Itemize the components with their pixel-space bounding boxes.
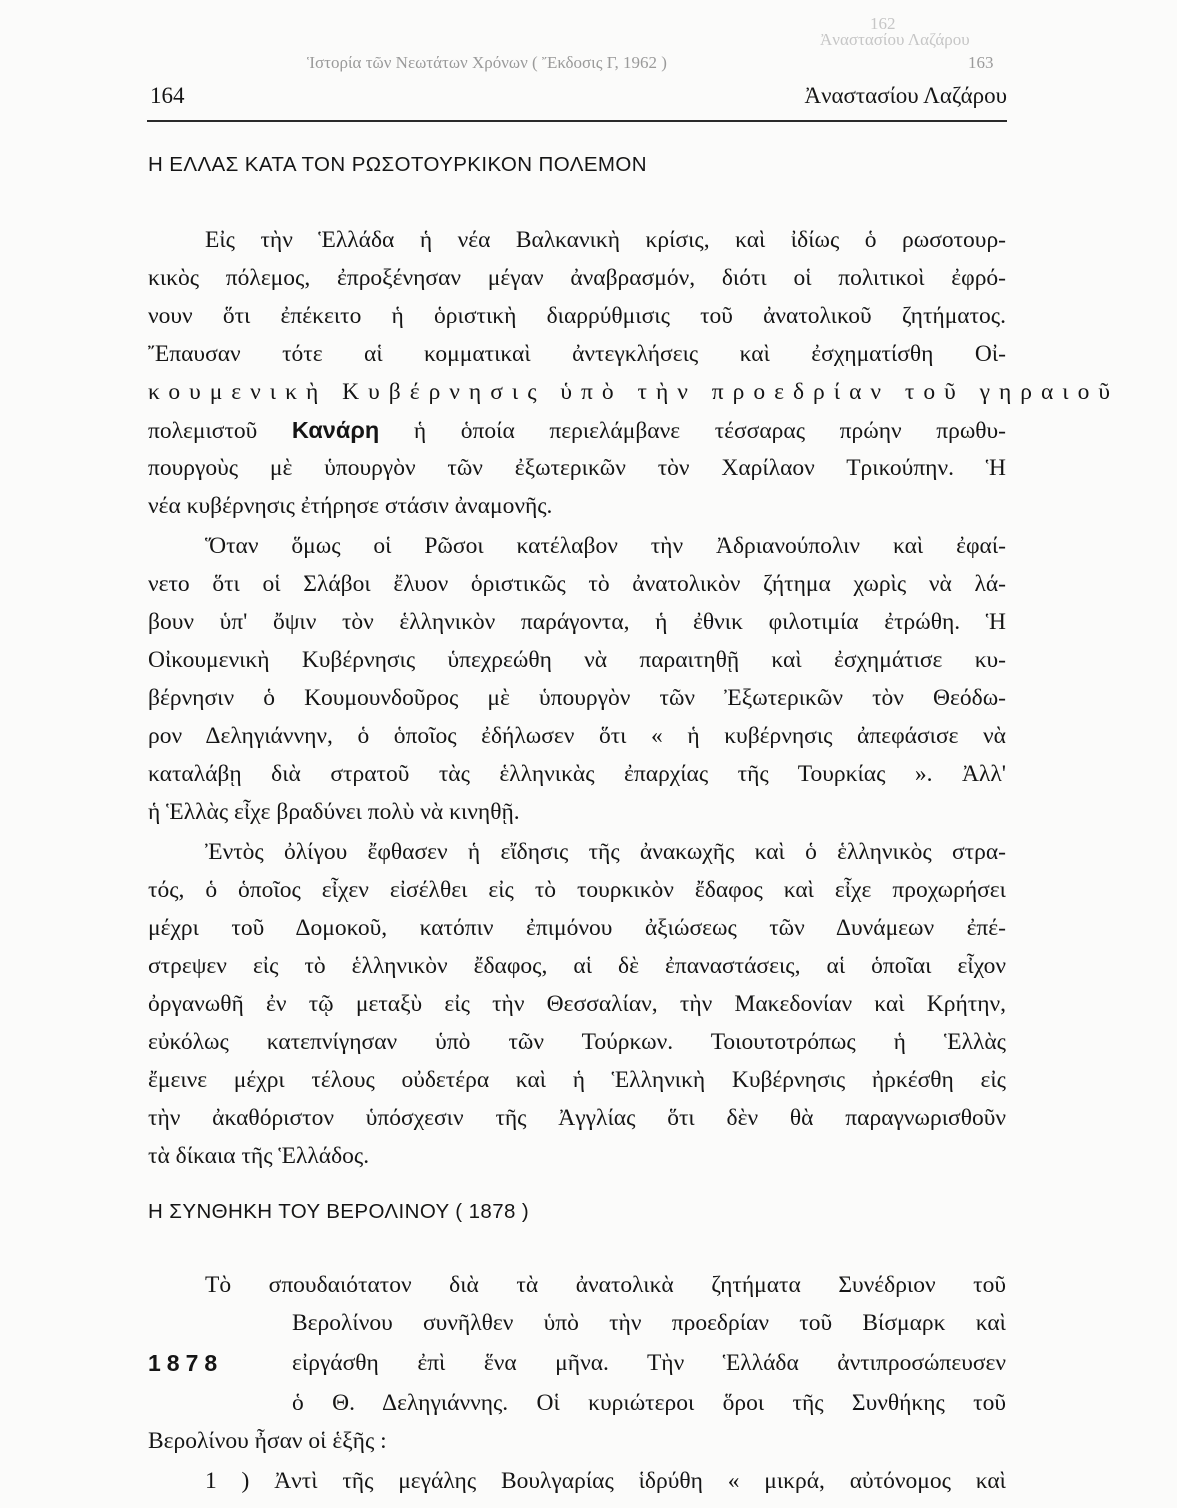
text-line: στρεψεν εἰς τὸ ἑλληνικὸν ἔδαφος, αἱ δὲ ἐπαναστάσεις, αἱ ὁποῖαι εἶχον: [148, 953, 1006, 979]
page-number: 164: [150, 83, 185, 108]
side-year-label: 1878: [148, 1350, 224, 1376]
text-line: Εἰς τὴν Ἑλλάδα ἡ νέα Βαλκανικὴ κρίσις, καὶ ἰδίως ὁ ρωσοτουρ-: [205, 227, 1006, 253]
text-line: τὴν ἀκαθόριστον ὑπόσχεσιν τῆς Ἀγγλίας ὅτι δὲν θὰ παραγνωρισθοῦν: [148, 1105, 1006, 1131]
text-line: ὁ Θ. Δεληγιάννης. Οἱ κυριώτεροι ὅροι τῆς Συνθήκης τοῦ: [292, 1390, 1006, 1416]
text-line: νέα κυβέρνησις ἐτήρησε στάσιν ἀναμονῆς.: [148, 493, 553, 519]
text-line: Τὸ σπουδαιότατον διὰ τὰ ἀνατολικὰ ζητήματα Συνέδριον τοῦ: [205, 1272, 1006, 1298]
bleed-title: Ἱστορία τῶν Νεωτάτων Χρόνων ( Ἔκδοσις Γ, 1962 ): [307, 53, 667, 72]
text-line-kanaris: [148, 417, 1006, 457]
text-line: κουμενικὴ Κυβέρνησις ὑπὸ τὴν προεδρίαν τοῦ γηραιοῦ: [148, 379, 1120, 405]
text-line: εἰργάσθη ἐπὶ ἕνα μῆνα. Τὴν Ἑλλάδα ἀντιπροσώπευσεν: [292, 1350, 1006, 1376]
bleed-author: Ἀναστασίου Λαζάρου: [820, 30, 970, 49]
text-fragment: ἡ ὁποία περιελάμβανε τέσσαρας πρώην πρωθυ-: [413, 418, 1006, 444]
text-line: Βερολίνου ἦσαν οἱ ἑξῆς :: [148, 1428, 387, 1454]
text-line: Ὅταν ὅμως οἱ Ρῶσοι κατέλαβον τὴν Ἀδριανούπολιν καὶ ἐφαί-: [205, 533, 1006, 559]
text-line: κικὸς πόλεμος, ἐπροξένησαν μέγαν ἀναβρασμόν, διότι οἱ πολιτικοὶ ἐφρό-: [148, 265, 1006, 291]
text-line: βουν ὑπ' ὄψιν τὸν ἑλληνικὸν παράγοντα, ἡ ἐθνικ φιλοτιμία ἐτρώθη. Ἡ: [148, 609, 1006, 635]
section-heading-1: Η ΕΛΛΑΣ ΚΑΤΑ ΤΟΝ ΡΩΣΟΤΟΥΡΚΙΚΟΝ ΠΟΛΕΜΟΝ: [148, 153, 647, 176]
text-line: Βερολίνου συνῆλθεν ὑπὸ τὴν προεδρίαν τοῦ Βίσμαρκ καὶ: [292, 1310, 1006, 1336]
text-line: πουργοὺς μὲ ὑπουργὸν τῶν ἐξωτερικῶν τὸν Χαρίλαον Τρικούπην. Ἡ: [148, 455, 1006, 481]
text-line: καταλάβῃ διὰ στρατοῦ τὰς ἑλληνικὰς ἐπαρχίας τῆς Τουρκίας ». Ἀλλ': [148, 761, 1006, 787]
text-line: νουν ὅτι ἐπέκειτο ἡ ὁριστικὴ διαρρύθμισις τοῦ ἀνατολικοῦ ζητήματος.: [148, 303, 1006, 329]
bleed-page-number: 162: [870, 14, 896, 33]
running-author: Ἀναστασίου Λαζάρου: [804, 83, 1007, 108]
text-line: νετο ὅτι οἱ Σλάβοι ἔλυον ὁριστικῶς τὸ ἀνατολικὸν ζήτημα χωρὶς νὰ λά-: [148, 571, 1006, 597]
header-rule: [147, 120, 1007, 122]
text-line: ρον Δεληγιάννην, ὁ ὁποῖος ἐδήλωσεν ὅτι « ἡ κυβέρνησις ἀπεφάσισε νὰ: [148, 723, 1006, 749]
text-line: εὐκόλως κατεπνίγησαν ὑπὸ τῶν Τούρκων. Τοιουτοτρόπως ἡ Ἑλλὰς: [148, 1029, 1006, 1055]
section-heading-2: Η ΣΥΝΘΗΚΗ ΤΟΥ ΒΕΡΟΛΙΝΟΥ ( 1878 ): [148, 1200, 530, 1223]
text-line: Οἰκουμενικὴ Κυβέρνησις ὑπεχρεώθη νὰ παραιτηθῇ καὶ ἐσχημάτισε κυ-: [148, 647, 1006, 673]
bleed-page-number-2: 163: [968, 53, 994, 72]
text-line: βέρνησιν ὁ Κουμουνδοῦρος μὲ ὑπουργὸν τῶν Ἐξωτερικῶν τὸν Θεόδω-: [148, 685, 1006, 711]
text-fragment: πολεμιστοῦ: [148, 418, 258, 444]
running-header: [150, 83, 1007, 113]
text-line: μέχρι τοῦ Δομοκοῦ, κατόπιν ἐπιμόνου ἀξιώσεως τῶν Δυνάμεων ἐπέ-: [148, 915, 1006, 941]
text-line: τός, ὁ ὁποῖος εἶχεν εἰσέλθει εἰς τὸ τουρκικὸν ἔδαφος καὶ εἶχε προχωρήσει: [148, 877, 1006, 903]
text-line: τὰ δίκαια τῆς Ἑλλάδος.: [148, 1143, 370, 1169]
text-line: ὀργανωθῆ ἐν τῷ μεταξὺ εἰς τὴν Θεσσαλίαν, τὴν Μακεδονίαν καὶ Κρήτην,: [148, 991, 1006, 1017]
text-line: Ἐντὸς ὀλίγου ἔφθασεν ἡ εἴδησις τῆς ἀνακωχῆς καὶ ὁ ἑλληνικὸς στρα-: [205, 839, 1006, 865]
text-line: Ἔπαυσαν τότε αἱ κομματικαὶ ἀντεγκλήσεις καὶ ἐσχηματίσθη Οἰ-: [148, 341, 1006, 367]
bold-name: Κανάρη: [291, 417, 380, 443]
text-line: ἡ Ἑλλὰς εἶχε βραδύνει πολὺ νὰ κινηθῇ.: [148, 799, 520, 825]
text-line: ἔμεινε μέχρι τέλους οὐδετέρα καὶ ἡ Ἑλληνικὴ Κυβέρνησις ἠρκέσθη εἰς: [148, 1067, 1006, 1093]
text-line: 1 ) Ἀντὶ τῆς μεγάλης Βουλγαρίας ἱδρύθη « μικρά, αὐτόνομος καὶ: [205, 1468, 1006, 1494]
